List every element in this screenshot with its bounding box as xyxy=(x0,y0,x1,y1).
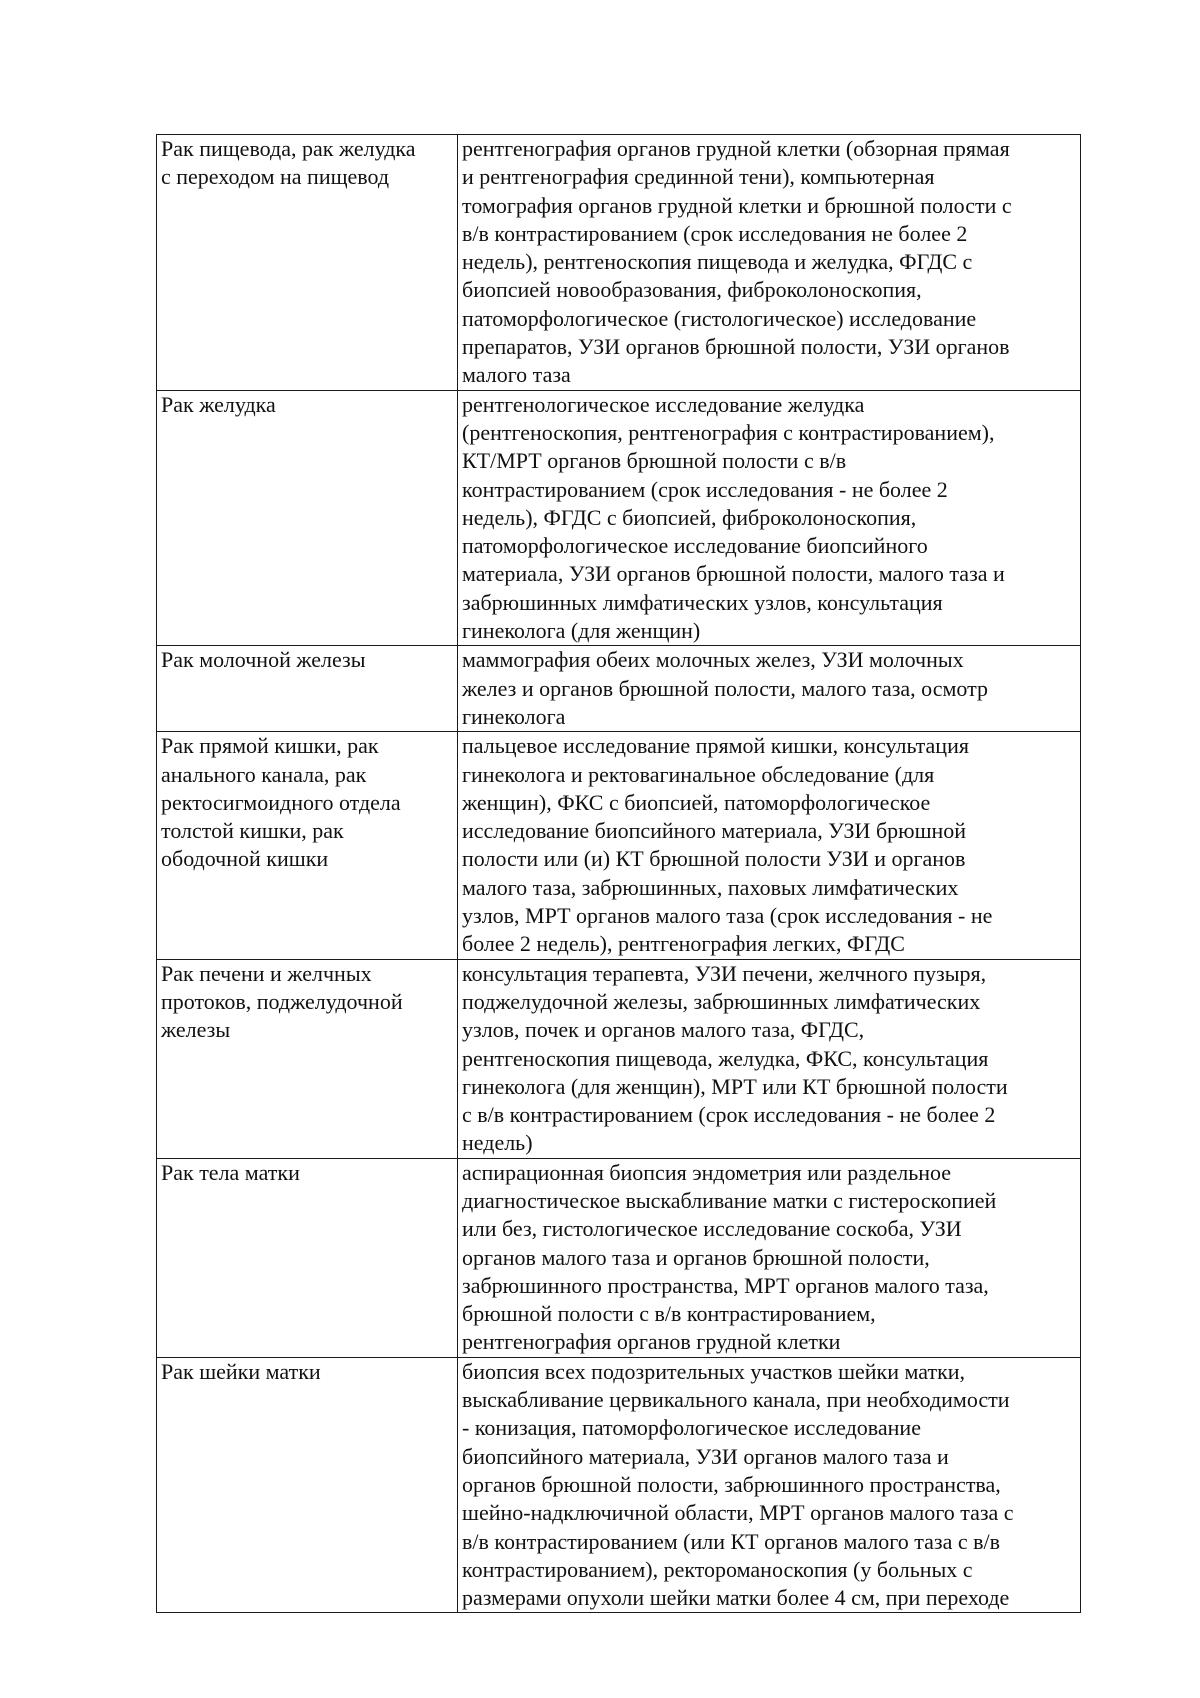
examination-line: недель) xyxy=(462,1130,533,1156)
examination-line: органов малого таза и органов брюшной полости, xyxy=(462,1244,930,1270)
examination-line: недель), рентгеноскопия пищевода и желудка, ФГДС с xyxy=(462,249,973,275)
examination-line: малого таза xyxy=(462,362,571,388)
examination-line: или без, гистологическое исследование соскоба, УЗИ xyxy=(462,1216,962,1242)
examination-line: выскабливание цервикального канала, при необходимости xyxy=(462,1387,1010,1413)
diagnosis-cell xyxy=(157,390,458,646)
diagnosis-cell xyxy=(157,646,458,732)
examination-cell xyxy=(458,732,1081,959)
diagnosis-line: железы xyxy=(161,1017,231,1043)
examination-line: в/в контрастированием (срок исследования не более 2 xyxy=(462,220,968,246)
table-row xyxy=(157,1158,1081,1357)
examination-line: в/в контрастированием (или КТ органов малого таза с в/в xyxy=(462,1528,1000,1554)
examination-line: и рентгенография срединной тени), компьютерная xyxy=(462,164,935,190)
diagnosis-cell xyxy=(157,1158,458,1357)
examination-line: размерами опухоли шейки матки более 4 см, при переходе xyxy=(462,1585,1010,1611)
examination-line: биопсия всех подозрительных участков шейки матки, xyxy=(462,1358,966,1384)
examination-line: полости или (и) КТ брюшной полости УЗИ и органов xyxy=(462,846,966,872)
examination-line: гинеколога (для женщин) xyxy=(462,618,701,644)
examination-line: гинеколога (для женщин), МРТ или КТ брюшной полости xyxy=(462,1073,1008,1099)
examination-line: недель), ФГДС с биопсией, фиброколоноскопия, xyxy=(462,504,917,530)
examination-line: диагностическое выскабливание матки с гистероскопией xyxy=(462,1187,997,1213)
examination-line: забрюшинных лимфатических узлов, консультация xyxy=(462,589,943,615)
diagnosis-cell xyxy=(157,959,458,1158)
diagnosis-line: с переходом на пищевод xyxy=(161,164,390,190)
table-row xyxy=(157,135,1081,391)
examination-line: биопсией новообразования, фиброколоноскопия, xyxy=(462,277,922,303)
examination-cell xyxy=(458,390,1081,646)
examination-line: узлов, почек и органов малого таза, ФГДС, xyxy=(462,1017,865,1043)
examination-line: желез и органов брюшной полости, малого таза, осмотр xyxy=(462,675,988,701)
diagnosis-cell xyxy=(157,135,458,391)
diagnosis-line: Рак пищевода, рак желудка xyxy=(161,136,416,161)
table-row xyxy=(157,390,1081,646)
examination-line: (рентгеноскопия, рентгенография с контрастированием), xyxy=(462,419,995,445)
examination-cell xyxy=(458,959,1081,1158)
table-row xyxy=(157,732,1081,959)
examination-line: забрюшинного пространства, МРТ органов малого таза, xyxy=(462,1272,989,1298)
examination-line: органов брюшной полости, забрюшинного пространства, xyxy=(462,1471,1001,1497)
examination-line: рентгеноскопия пищевода, желудка, ФКС, консультация xyxy=(462,1045,989,1071)
examination-cell xyxy=(458,135,1081,391)
examination-line: более 2 недель), рентгенография легких, ФГДС xyxy=(462,931,905,957)
examination-line: поджелудочной железы, забрюшинных лимфатических xyxy=(462,988,981,1014)
diagnosis-line: Рак шейки матки xyxy=(161,1358,321,1384)
examination-line: маммография обеих молочных желез, УЗИ молочных xyxy=(462,647,964,673)
examination-line: брюшной полости с в/в контрастированием, xyxy=(462,1301,876,1327)
examination-line: гинеколога и ректовагинальное обследование (для xyxy=(462,761,935,787)
examination-line: рентгенография органов грудной клетки (обзорная прямая xyxy=(462,136,1010,161)
examination-line: патоморфологическое исследование биопсийного xyxy=(462,533,928,559)
examination-line: с в/в контрастированием (срок исследования - не более 2 xyxy=(462,1102,996,1128)
examination-line: консультация терапевта, УЗИ печени, желчного пузыря, xyxy=(462,960,987,986)
diagnosis-line: толстой кишки, рак xyxy=(161,818,344,844)
examination-line: рентгенография органов грудной клетки xyxy=(462,1329,841,1355)
diagnosis-cell xyxy=(157,732,458,959)
examination-cell xyxy=(458,646,1081,732)
diagnosis-cell xyxy=(157,1357,458,1613)
diagnosis-line: Рак тела матки xyxy=(161,1159,300,1185)
diagnosis-line: Рак желудка xyxy=(161,391,276,417)
examination-line: контрастированием), ректороманоскопия (у больных с xyxy=(462,1556,973,1582)
examination-cell xyxy=(458,1357,1081,1613)
examination-line: томография органов грудной клетки и брюшной полости с xyxy=(462,192,1012,218)
table-row xyxy=(157,1357,1081,1613)
diagnosis-line: Рак молочной железы xyxy=(161,647,366,673)
examination-line: шейно-надключичной области, МРТ органов малого таза с xyxy=(462,1500,1014,1526)
diagnosis-line: Рак прямой кишки, рак xyxy=(161,733,379,759)
examination-line: рентгенологическое исследование желудка xyxy=(462,391,865,417)
examination-line: биопсийного материала, УЗИ органов малого таза и xyxy=(462,1443,949,1469)
diagnosis-line: ректосигмоидного отдела xyxy=(161,789,401,815)
examination-line: материала, УЗИ органов брюшной полости, малого таза и xyxy=(462,561,1005,587)
examination-line: гинеколога xyxy=(462,703,566,729)
examination-table xyxy=(156,134,1081,1613)
diagnosis-line: анального канала, рак xyxy=(161,761,367,787)
examination-line: контрастированием (срок исследования - не более 2 xyxy=(462,476,948,502)
examination-line: аспирационная биопсия эндометрия или раздельное xyxy=(462,1159,952,1185)
examination-line: женщин), ФКС с биопсией, патоморфологическое xyxy=(462,789,931,815)
table-row xyxy=(157,646,1081,732)
diagnosis-line: Рак печени и желчных xyxy=(161,960,372,986)
diagnosis-line: ободочной кишки xyxy=(161,846,329,872)
examination-line: препаратов, УЗИ органов брюшной полости, УЗИ органов xyxy=(462,334,1010,360)
examination-line: исследование биопсийного материала, УЗИ брюшной xyxy=(462,818,967,844)
examination-line: пальцевое исследование прямой кишки, консультация xyxy=(462,733,969,759)
examination-line: патоморфологическое (гистологическое) исследование xyxy=(462,305,977,331)
table-row xyxy=(157,959,1081,1158)
examination-line: узлов, МРТ органов малого таза (срок исследования - не xyxy=(462,903,993,929)
diagnosis-line: протоков, поджелудочной xyxy=(161,988,403,1014)
examination-cell xyxy=(458,1158,1081,1357)
examination-line: КТ/МРТ органов брюшной полости с в/в xyxy=(462,448,847,474)
examination-line: - конизация, патоморфологическое исследование xyxy=(462,1415,921,1441)
examination-line: малого таза, забрюшинных, паховых лимфатических xyxy=(462,874,959,900)
